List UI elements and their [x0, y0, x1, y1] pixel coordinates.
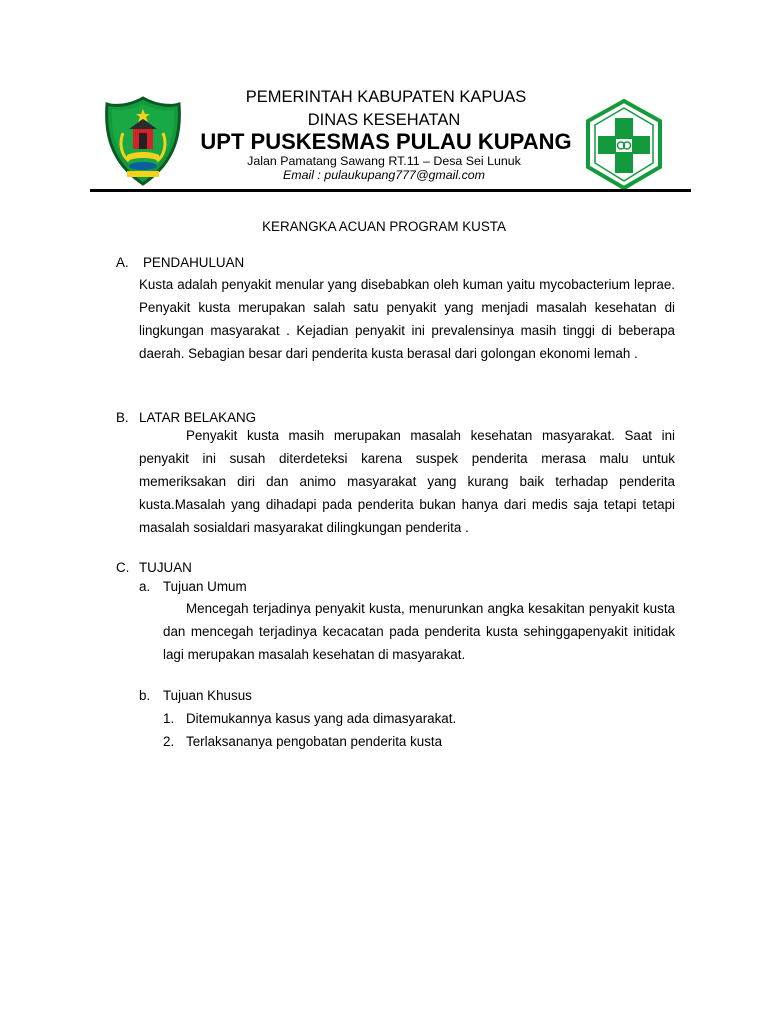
subsection-paragraph: Mencegah terjadinya penyakit kusta, menurunkan angka kesakitan penyakit kusta dan mencegah terjadinya kecacatan pada penderita kusta sehinggapenyakit initidak lagi merupakan masalah kesehatan di masyarakat. [163, 601, 675, 662]
header-email: Email : pulaukupang777@gmail.com [283, 168, 485, 182]
section-heading: TUJUAN [139, 560, 192, 575]
section-paragraph: Kusta adalah penyakit menular yang disebabkan oleh kuman yaitu mycobacterium leprae. Penyakit kusta merupakan salah satu penyakit yang menjadi masalah kesehatan di lingkungan masyarakat . Kejadian penyakit ini prevalensinya masih tinggi di beberapa daerah. Sebagian besar dari penderita kusta berasal dari golongan ekonomi lemah . [139, 277, 675, 361]
subsection-heading: Tujuan Khusus [163, 688, 252, 703]
subsection-heading: Tujuan Umum [163, 579, 247, 594]
section-heading: LATAR BELAKANG [139, 410, 257, 425]
list-item-number: 2. [163, 734, 175, 749]
subsection-marker: b. [139, 688, 151, 703]
section-heading: PENDAHULUAN [143, 255, 245, 270]
section-paragraph: Penyakit kusta masih merupakan masalah kesehatan masyarakat. Saat ini penyakit ini susah diterdeteksi karena suspek penderita merasa malu untuk memeriksakan diri dan animo masyarakat yang kurang baik terhadap penderita kusta.Masalah yang dihadapi pada penderita bukan hanya dari medis saja tetapi tetapi masalah sosialdari masyarakat dilingkungan penderita . [139, 428, 675, 535]
list-item: Terlaksananya pengobatan penderita kusta [186, 734, 443, 749]
section-marker: A. [116, 255, 129, 270]
list-item-number: 1. [163, 711, 175, 726]
subsection-marker: a. [139, 579, 151, 594]
list-item: Ditemukannya kasus yang ada dimasyarakat. [186, 711, 457, 726]
header-address: Jalan Pamatang Sawang RT.11 – Desa Sei Lunuk [247, 154, 521, 168]
document-title: KERANGKA ACUAN PROGRAM KUSTA [262, 219, 506, 234]
section-marker: C. [116, 560, 130, 575]
header-department-line: DINAS KESEHATAN [307, 111, 461, 129]
header-government-line: PEMERINTAH KABUPATEN KAPUAS [245, 88, 527, 106]
header-organization-title: UPT PUSKESMAS PULAU KUPANG [200, 129, 572, 154]
header-divider [90, 189, 691, 192]
section-marker: B. [116, 410, 129, 425]
